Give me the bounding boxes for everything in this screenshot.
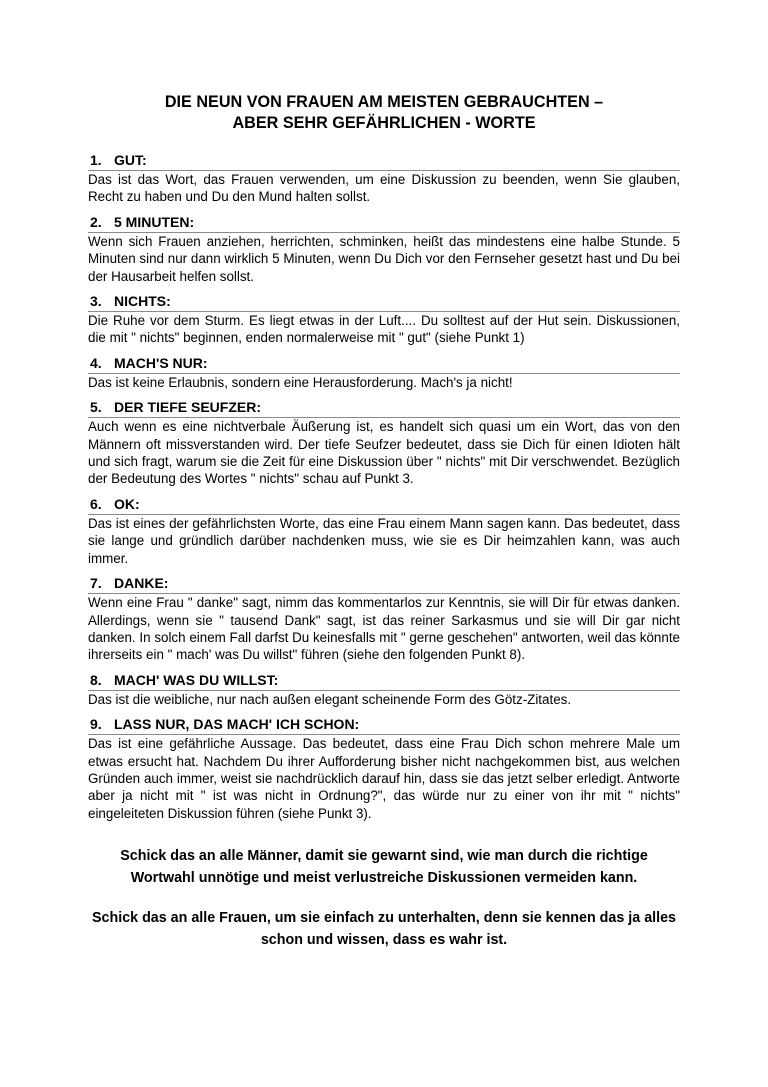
item-heading-text: OK:: [114, 495, 140, 512]
list-item: [88, 399, 680, 488]
item-number: 4.: [90, 354, 102, 371]
list-item: [88, 496, 680, 567]
item-number: 3.: [90, 293, 102, 310]
document-page: [88, 92, 680, 969]
item-heading-text: NICHTS:: [114, 293, 171, 310]
item-heading: [88, 716, 680, 735]
item-heading: [88, 293, 680, 312]
item-heading-text: LASS NUR, DAS MACH' ICH SCHON:: [114, 716, 360, 733]
item-text: Die Ruhe vor dem Sturm. Es liegt etwas in der Luft.... Du solltest auf der Hut sein. Diskussionen, die mit " nichts" beginnen, enden normalerweise mit " gut" (siehe Punkt 1): [88, 313, 680, 346]
list-item: [88, 575, 680, 664]
item-text: Wenn eine Frau " danke" sagt, nimm das kommentarlos zur Kenntnis, sie will Dir für etwas danken. Allerdings, wenn sie " tausend Dank" sagt, ist das reiner Sarkasmus und sie will Dir gar nicht danken. In solch einem Fall darfst Du keinesfalls mit " gerne geschehen" antworten, weil das könnte ihrerseits ein " mach' was Du willst" führen (siehe den folgenden Punkt 8).: [88, 595, 680, 663]
item-heading-text: MACH' WAS DU WILLST:: [114, 671, 279, 688]
item-number: 1.: [90, 152, 102, 168]
item-heading-text: 5 MINUTEN:: [114, 213, 195, 230]
item-text: Wenn sich Frauen anziehen, herrichten, schminken, heißt das mindestens eine halbe Stunde. 5 Minuten sind nur dann wirklich 5 Minuten, wenn Du Dich vor den Fernseher gesetzt hast und Du bei der Hausarbeit helfen sollst.: [88, 233, 680, 284]
footer-women: Schick das an alle Frauen, um sie einfach zu unterhalten, denn sie kennen das ja alles schon und wissen, dass es wahr ist.: [92, 910, 676, 949]
list-item: [88, 152, 680, 206]
item-number: 7.: [90, 575, 102, 592]
closing-notes: [88, 845, 680, 951]
item-heading: [88, 672, 680, 691]
item-heading: [88, 152, 680, 171]
item-heading: [88, 496, 680, 515]
item-text: Auch wenn es eine nichtverbale Äußerung ist, es handelt sich quasi um ein Wort, das von den Männern oft missverstanden wird. Der tiefe Seufzer bedeutet, dass sie Dich für einen Idioten hält und sich fragt, warum sie die Zeit für eine Diskussion über " nichts" mit Dir verschwendet. Bezüglich der Bedeutung des Wortes " nichts" schau auf Punkt 3.: [88, 419, 680, 487]
item-heading: [88, 575, 680, 594]
item-heading: [88, 214, 680, 233]
item-text: Das ist das Wort, das Frauen verwenden, um eine Diskussion zu beenden, wenn Sie glauben, Recht zu haben und Du den Mund halten sollst.: [88, 172, 680, 205]
item-heading-text: DER TIEFE SEUFZER:: [114, 399, 262, 416]
item-heading-text: GUT:: [114, 152, 147, 168]
item-number: 6.: [90, 495, 102, 512]
item-number: 9.: [90, 716, 102, 733]
item-heading-text: MACH'S NUR:: [114, 354, 208, 371]
list-item: [88, 716, 680, 822]
footer-men: Schick das an alle Männer, damit sie gewarnt sind, wie man durch die richtige Wortwahl unnötige und meist verlustreiche Diskussionen vermeiden kann.: [120, 848, 648, 887]
item-heading: [88, 355, 680, 374]
item-text: Das ist die weibliche, nur nach außen elegant scheinende Form des Götz-Zitates.: [88, 691, 572, 707]
list-item: [88, 355, 680, 391]
title-line-2: ABER SEHR GEFÄHRLICHEN - WORTE: [232, 114, 536, 132]
item-number: 5.: [90, 399, 102, 416]
item-heading-text: DANKE:: [114, 575, 169, 592]
item-text: Das ist keine Erlaubnis, sondern eine Herausforderung. Mach's ja nicht!: [88, 374, 513, 390]
item-number: 8.: [90, 671, 102, 688]
title-line-1: DIE NEUN VON FRAUEN AM MEISTEN GEBRAUCHTEN –: [164, 93, 604, 111]
document-title: [88, 92, 680, 134]
item-number: 2.: [90, 213, 102, 230]
list-item: [88, 672, 680, 708]
list-item: [88, 293, 680, 347]
item-text: Das ist eines der gefährlichsten Worte, das eine Frau einem Mann sagen kann. Das bedeutet, dass sie lange und gründlich darüber nachdenken muss, wie sie es Dir heimzahlen kann, was auch immer.: [88, 515, 680, 566]
item-text: Das ist eine gefährliche Aussage. Das bedeutet, dass eine Frau Dich schon mehrere Male um etwas ersucht hat. Nachdem Du ihrer Aufforderung bisher nicht nachgekommen bist, aus welchen Gründen auch immer, weist sie nachdrücklich darauf hin, dass sie das jetzt selber erledigt. Antworte aber ja nicht mit " ist was nicht in Ordnung?", das würde nur zu einer von ihr mit " nichts" eingeleiteten Diskussion führen (siehe Punkt 3).: [88, 736, 680, 821]
list-item: [88, 214, 680, 285]
item-heading: [88, 399, 680, 418]
